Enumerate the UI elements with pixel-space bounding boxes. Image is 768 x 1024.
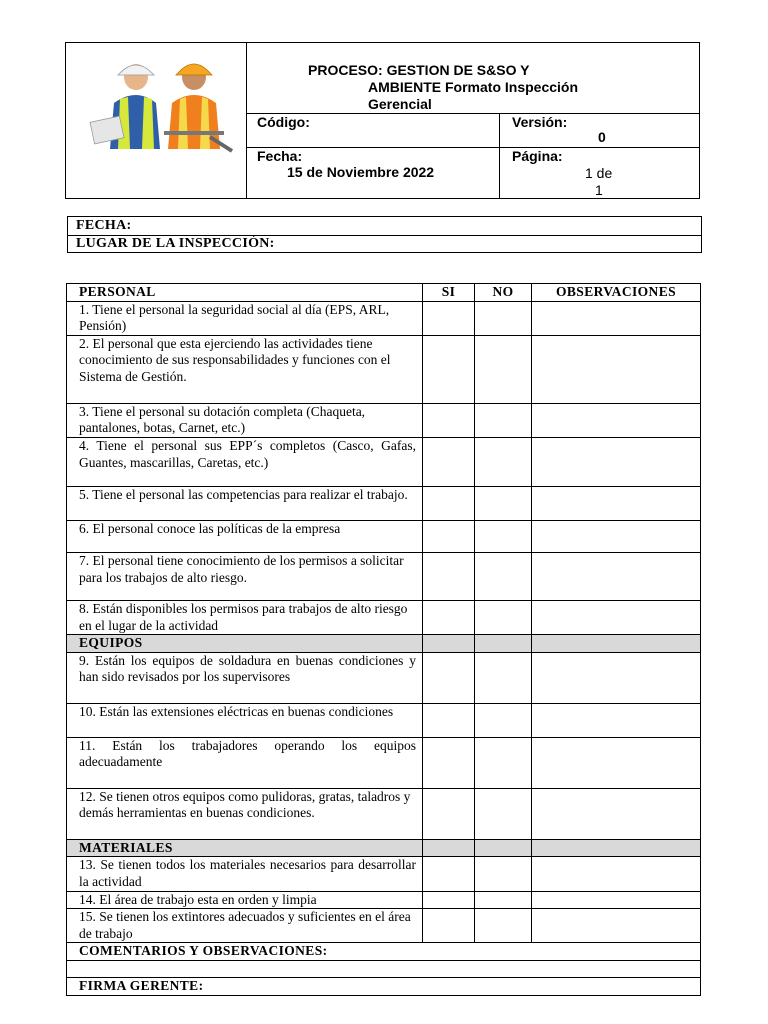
pagina-label: Página: [512,148,563,164]
si-cell[interactable] [423,301,475,335]
table-row [67,857,701,891]
si-cell[interactable] [423,737,475,788]
no-cell[interactable] [475,486,532,520]
table-row [67,301,701,335]
si-cell[interactable] [423,437,475,486]
document-title [247,43,699,114]
lugar-row[interactable] [68,235,701,252]
observaciones-cell[interactable] [532,403,701,437]
version-label: Versión: [512,114,568,130]
fecha-header-label: Fecha: [257,148,303,164]
item-text: 9. Están los equipos de soldadura en buenas condiciones y han sido revisados por los supervisores [67,652,423,703]
no-cell[interactable] [475,301,532,335]
si-cell[interactable] [423,520,475,552]
si-cell[interactable] [423,891,475,909]
item-text: 4. Tiene el personal sus EPP´s completos (Casco, Gafas, Guantes, mascarillas, Caretas, etc.) [67,437,423,486]
section-label-materiales: MATERIALES [67,839,423,857]
observaciones-cell[interactable] [532,737,701,788]
observaciones-cell[interactable] [532,652,701,703]
observaciones-cell[interactable] [532,486,701,520]
table-row [67,652,701,703]
no-cell[interactable] [475,788,532,839]
table-row [67,437,701,486]
header-observaciones: OBSERVACIONES [532,284,701,302]
section-label-equipos: EQUIPOS [67,635,423,653]
si-cell[interactable] [423,600,475,634]
title-line-1: PROCESO: GESTION DE S&SO Y [308,62,530,78]
item-text: 7. El personal tiene conocimiento de los permisos a solicitar para los trabajos de alto riesgo. [67,552,423,600]
observaciones-cell[interactable] [532,552,701,600]
si-cell[interactable] [423,335,475,403]
pagina-value-1: 1 de [585,165,613,181]
table-row [67,403,701,437]
item-text: 12. Se tienen otros equipos como pulidoras, gratas, taladros y demás herramientas en buenas condiciones. [67,788,423,839]
table-row [67,520,701,552]
table-row [67,737,701,788]
header-si: SI [423,284,475,302]
item-text: 5. Tiene el personal las competencias para realizar el trabajo. [67,486,423,520]
no-cell[interactable] [475,552,532,600]
fecha-label: FECHA: [76,218,132,233]
observaciones-cell[interactable] [532,891,701,909]
item-text: 6. El personal conoce las políticas de la empresa [67,520,423,552]
table-row [67,486,701,520]
version-value: 0 [598,129,606,145]
header-personal: PERSONAL [67,284,423,302]
title-line-2: AMBIENTE Formato Inspección [368,79,579,95]
si-cell[interactable] [423,552,475,600]
item-text: 10. Están las extensiones eléctricas en buenas condiciones [67,703,423,737]
table-row [67,891,701,909]
si-cell[interactable] [423,403,475,437]
observaciones-cell[interactable] [532,857,701,891]
pagina-value-2: 1 [595,182,603,198]
item-text: 13. Se tienen todos los materiales necesarios para desarrollar la actividad [67,857,423,891]
fecha-header-value: 15 de Noviembre 2022 [287,164,435,180]
codigo-label: Código: [257,114,310,130]
pagina-cell [500,148,699,198]
no-cell[interactable] [475,600,532,634]
si-cell[interactable] [423,703,475,737]
si-cell[interactable] [423,486,475,520]
document-header [65,42,700,199]
firma-row [67,977,701,995]
no-cell[interactable] [475,909,532,943]
no-cell[interactable] [475,857,532,891]
si-cell[interactable] [423,788,475,839]
section-row-materiales [67,839,701,857]
lugar-label: LUGAR DE LA INSPECCIÓN: [76,236,275,251]
table-row [67,335,701,403]
observaciones-cell[interactable] [532,909,701,943]
section-row-equipos [67,635,701,653]
observaciones-cell[interactable] [532,600,701,634]
observaciones-cell[interactable] [532,703,701,737]
no-cell[interactable] [475,703,532,737]
comentarios-label-row [67,943,701,961]
table-row [67,788,701,839]
no-cell[interactable] [475,437,532,486]
title-line-3: Gerencial [368,96,432,112]
comentarios-label: COMENTARIOS Y OBSERVACIONES: [67,943,701,961]
observaciones-cell[interactable] [532,520,701,552]
item-text: 11. Están los trabajadores operando los equipos adecuadamente [67,737,423,788]
no-cell[interactable] [475,520,532,552]
item-text: 1. Tiene el personal la seguridad social al día (EPS, ARL, Pensión) [67,301,423,335]
item-text: 2. El personal que esta ejerciendo las actividades tiene conocimiento de sus responsabilidades y funciones con el Sistema de Gestión. [67,335,423,403]
safety-workers-icon [84,53,234,153]
observaciones-cell[interactable] [532,301,701,335]
table-row [67,703,701,737]
codigo-cell [247,113,500,148]
si-cell[interactable] [423,857,475,891]
table-row [67,600,701,634]
table-row [67,909,701,943]
no-cell[interactable] [475,652,532,703]
observaciones-cell[interactable] [532,788,701,839]
inspection-info-box [67,216,702,253]
comentarios-field[interactable] [67,960,701,977]
header-no: NO [475,284,532,302]
logo-cell [66,43,247,198]
item-text: 15. Se tienen los extintores adecuados y suficientes en el área de trabajo [67,909,423,943]
observaciones-cell[interactable] [532,335,701,403]
si-cell[interactable] [423,909,475,943]
inspection-checklist-table [66,283,701,996]
no-cell[interactable] [475,891,532,909]
no-cell[interactable] [475,737,532,788]
fecha-row[interactable] [68,217,701,236]
item-text: 14. El área de trabajo esta en orden y limpia [67,891,423,909]
comentarios-input-row [67,960,701,977]
table-row [67,552,701,600]
fecha-header-cell [247,148,500,198]
no-cell[interactable] [475,335,532,403]
si-cell[interactable] [423,652,475,703]
table-header-row [67,284,701,302]
no-cell[interactable] [475,403,532,437]
observaciones-cell[interactable] [532,437,701,486]
item-text: 3. Tiene el personal su dotación completa (Chaqueta, pantalones, botas, Carnet, etc.) [67,403,423,437]
item-text: 8. Están disponibles los permisos para trabajos de alto riesgo en el lugar de la actividad [67,600,423,634]
version-cell [500,113,699,148]
firma-gerente-label[interactable]: FIRMA GERENTE: [67,977,701,995]
